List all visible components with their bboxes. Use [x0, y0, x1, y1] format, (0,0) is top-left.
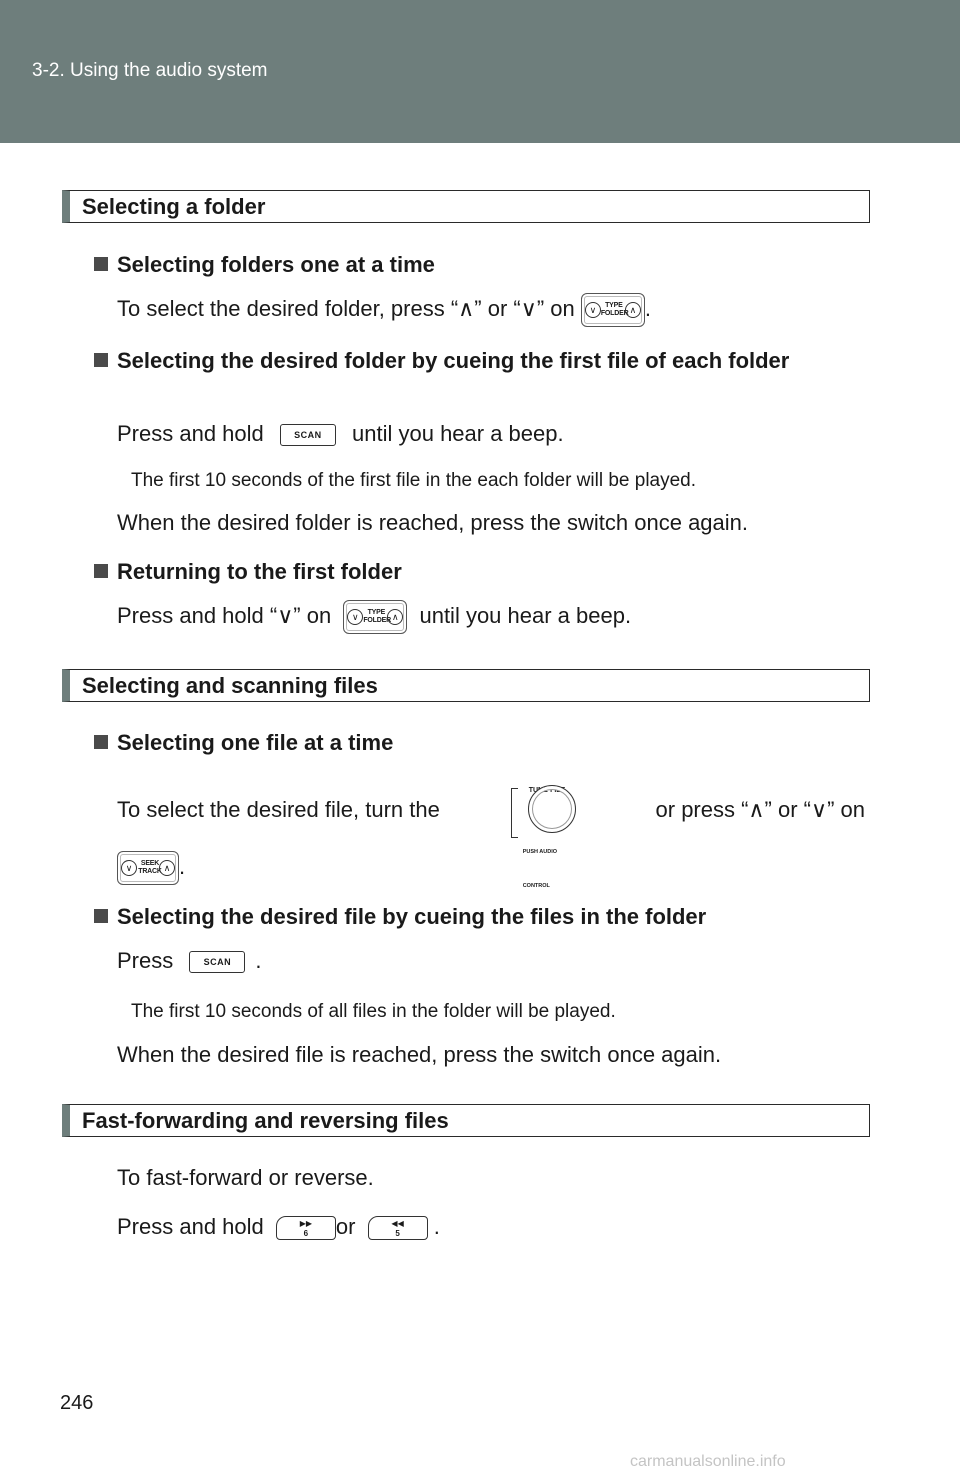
scan-button[interactable]: SCAN — [189, 951, 245, 973]
breadcrumb: 3-2. Using the audio system — [32, 60, 268, 81]
instruction-press-hold-ff-rew: Press and hold ▶▶ 6 or ◀◀ 5 . — [117, 1214, 440, 1239]
up-arrow-icon: ∧ — [625, 302, 641, 318]
type-folder-button[interactable]: ∨ TYPE FOLDER ∧ — [343, 600, 407, 634]
rewind-button[interactable]: ◀◀ 5 — [368, 1216, 428, 1240]
subheading-cueing-files-in-folder: Selecting the desired file by cueing the files in the folder — [94, 900, 706, 934]
instruction-file-reached: When the desired file is reached, press the switch once again. — [117, 1042, 722, 1067]
up-arrow-icon: ∧ — [387, 609, 403, 625]
seek-track-button[interactable]: ∨ SEEK TRACK ∧ — [117, 851, 179, 885]
fast-forward-button[interactable]: ▶▶ 6 — [276, 1216, 336, 1240]
instruction-fast-forward-reverse: To fast-forward or reverse. — [117, 1165, 374, 1190]
watermark: carmanualsonline.info — [630, 1453, 786, 1470]
instruction-folder-reached: When the desired folder is reached, press the switch once again. — [117, 510, 749, 535]
rewind-icon: ◀◀ — [391, 1219, 404, 1229]
subheading-one-file-at-a-time: Selecting one file at a time — [94, 726, 393, 760]
instruction-select-file: To select the desired file, turn the TUNE·FILE PUSH AUDIO CONTROL or press “∧” or “∨” on — [117, 774, 865, 846]
subheading-returning-first-folder: Returning to the first folder — [94, 555, 402, 589]
down-arrow-icon: ∨ — [121, 860, 137, 876]
header-band — [0, 0, 960, 143]
note-first-10-seconds-files: The first 10 seconds of all files in the folder will be played. — [131, 1001, 616, 1022]
bullet-square-icon — [94, 909, 108, 923]
page-number: 246 — [60, 1392, 94, 1414]
subheading-folders-one-at-a-time: Selecting folders one at a time — [94, 248, 435, 282]
up-arrow-icon: ∧ — [159, 860, 175, 876]
subheading-cueing-first-file: Selecting the desired folder by cueing the first file of each folder — [94, 344, 866, 378]
section-title-fast-forwarding: Fast-forwarding and reversing files — [62, 1104, 870, 1137]
bullet-square-icon — [94, 353, 108, 367]
instruction-press-scan: Press SCAN . — [117, 948, 262, 973]
type-folder-button[interactable]: ∨ TYPE FOLDER ∧ — [581, 293, 645, 327]
section-title-selecting-scanning-files: Selecting and scanning files — [62, 669, 870, 702]
tune-file-knob[interactable]: TUNE·FILE PUSH AUDIO CONTROL — [511, 774, 585, 846]
knob-icon — [528, 785, 576, 833]
instruction-press-hold-scan: Press and hold SCAN until you hear a beep. — [117, 421, 564, 446]
bullet-square-icon — [94, 564, 108, 578]
bullet-square-icon — [94, 735, 108, 749]
section-title-selecting-folder: Selecting a folder — [62, 190, 870, 223]
instruction-select-folder: To select the desired folder, press “∧” or “∨” on ∨ TYPE FOLDER ∧ . — [117, 292, 651, 327]
bullet-square-icon — [94, 257, 108, 271]
note-first-10-seconds-folder: The first 10 seconds of the first file in the each folder will be played. — [131, 470, 697, 491]
instruction-seek-track: ∨ SEEK TRACK ∧ . — [117, 850, 185, 885]
instruction-return-first-folder: Press and hold “∨” on ∨ TYPE FOLDER ∧ until you hear a beep. — [117, 599, 631, 634]
fast-forward-icon: ▶▶ — [299, 1219, 313, 1229]
scan-button[interactable]: SCAN — [280, 424, 336, 446]
down-arrow-icon: ∨ — [347, 609, 363, 625]
down-arrow-icon: ∨ — [585, 302, 601, 318]
